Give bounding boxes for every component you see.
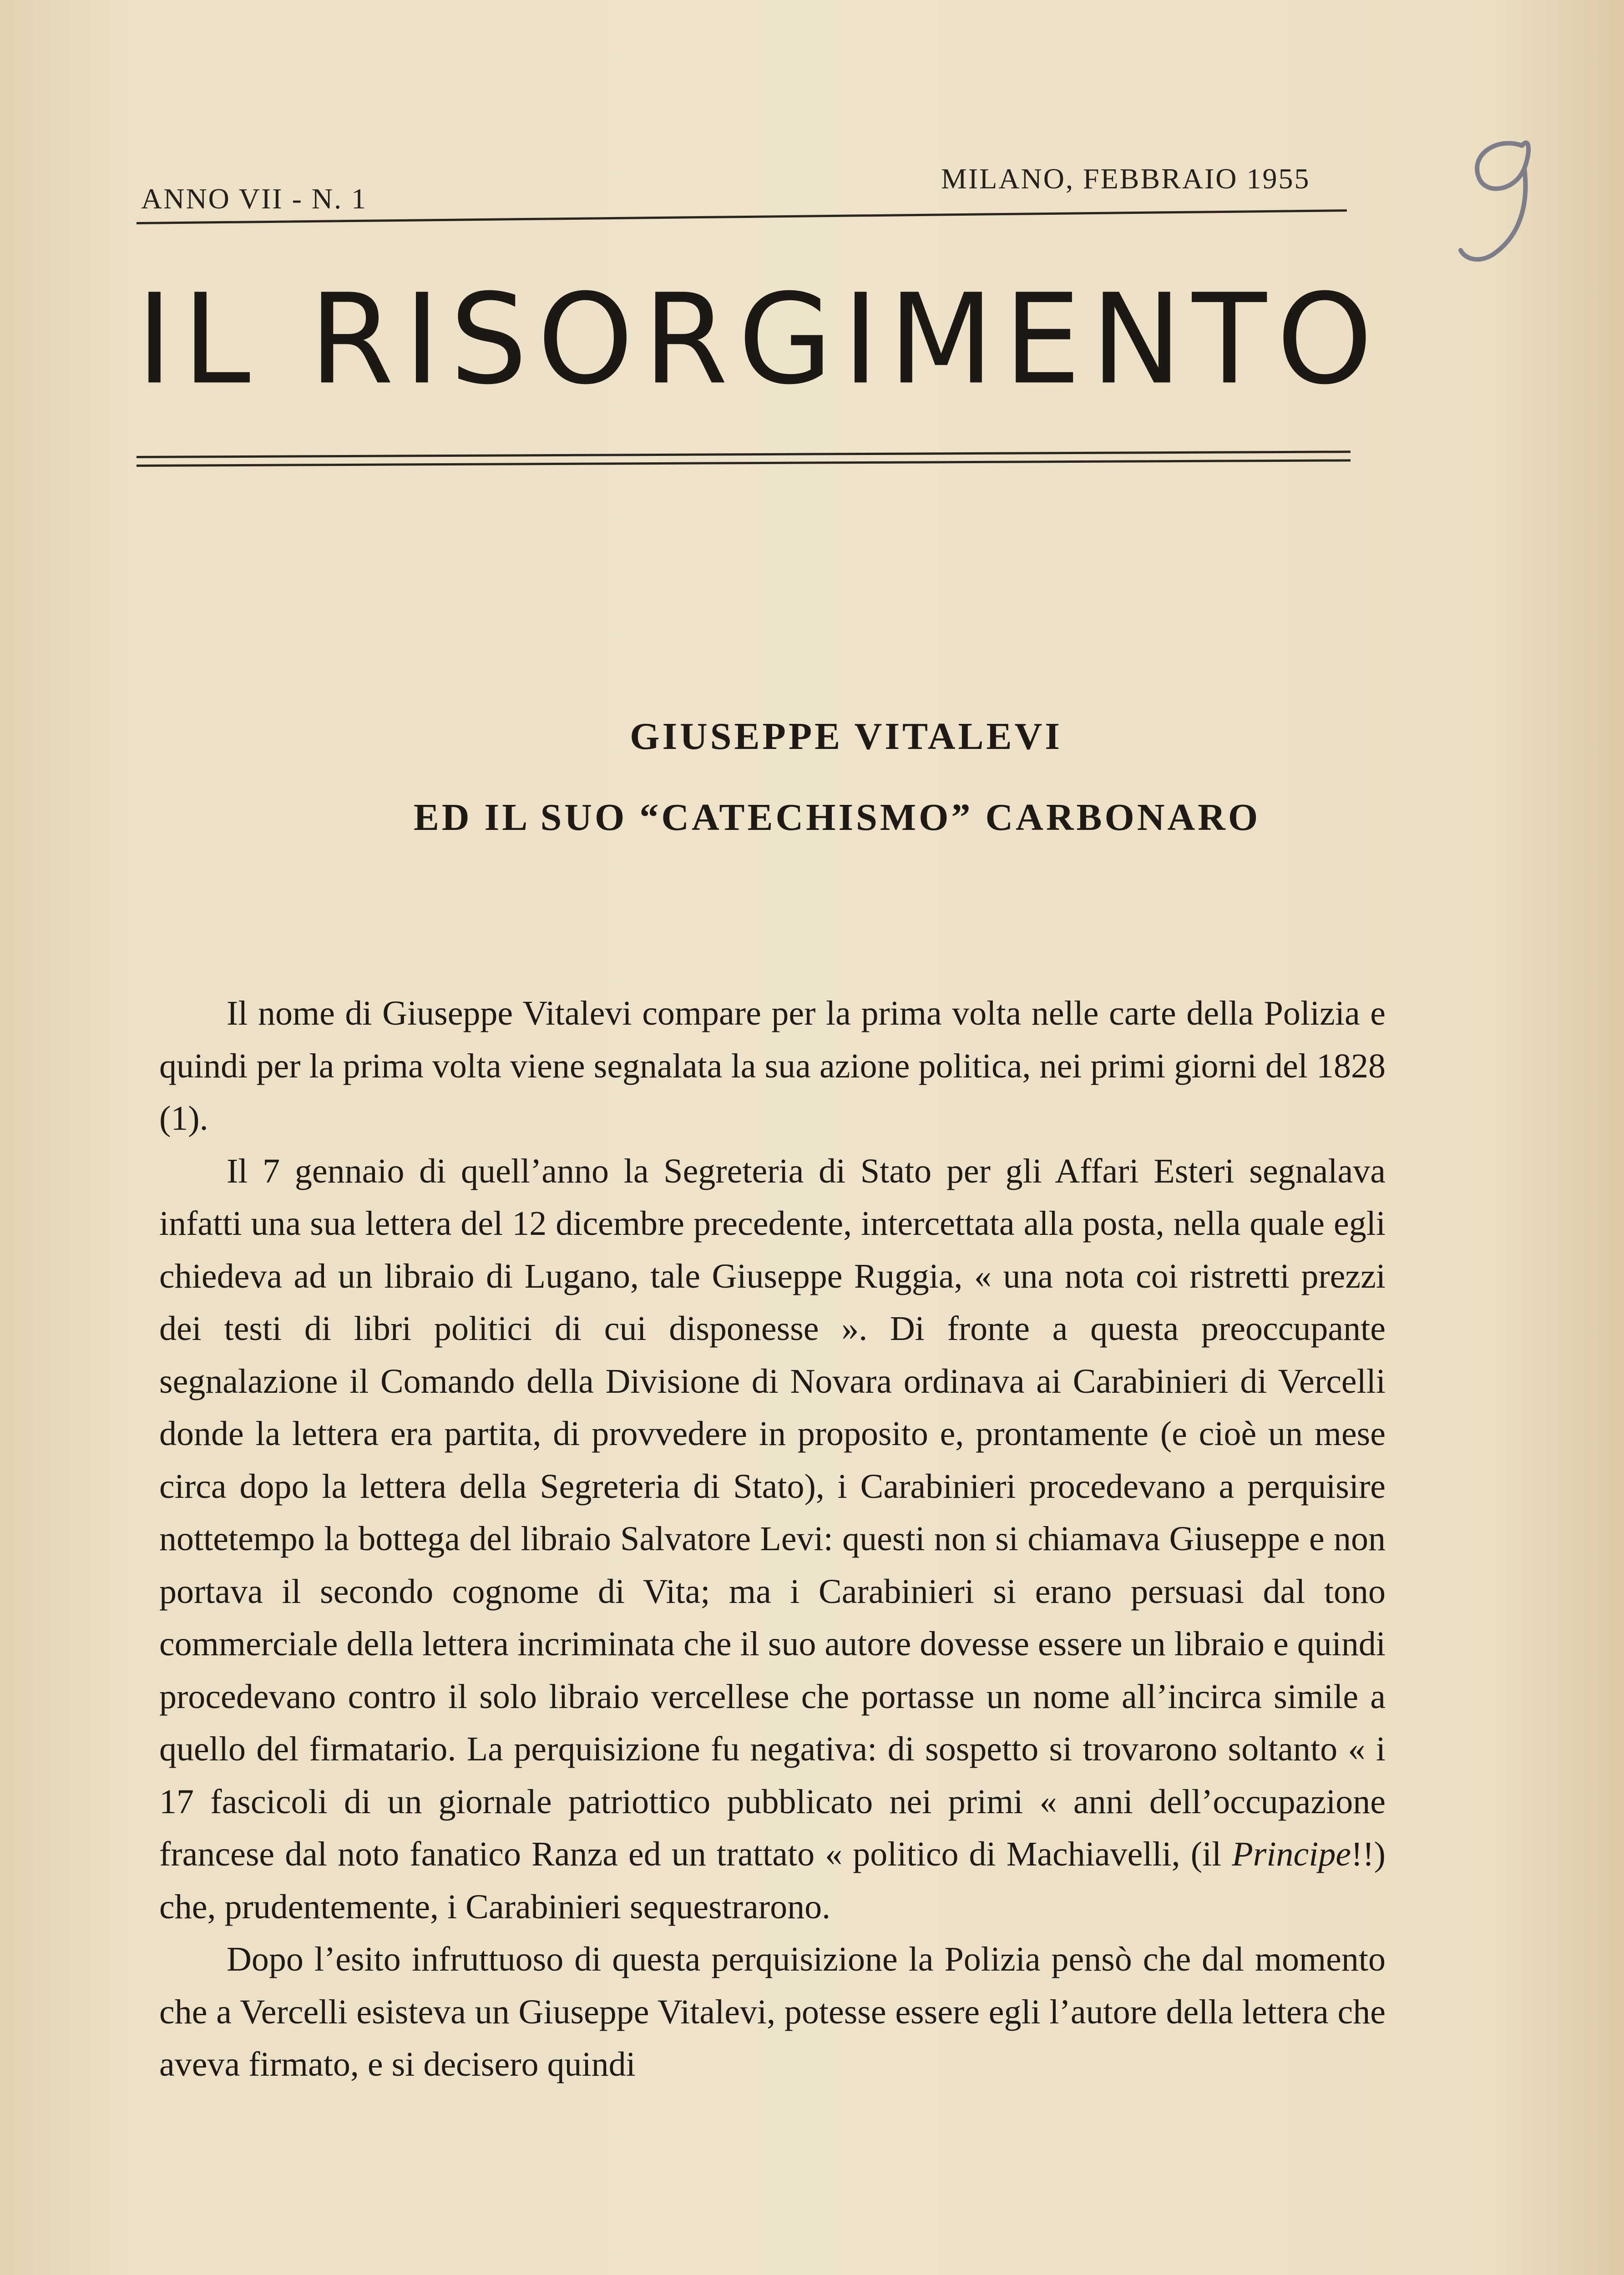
paragraph-3: Dopo l’esito infruttuoso di questa perquisizione la Polizia pensò che dal momento che a Vercelli esisteva un Giuseppe Vitalevi, potesse essere egli l’autore della lettera che aveva firmato, e si decisero quindi <box>159 1940 1386 2083</box>
book-title-italic: Principe <box>1232 1835 1351 1873</box>
paragraph-1: Il nome di Giuseppe Vitalevi compare per la prima volta nelle carte della Polizia e quindi per la prima volta viene segnalata la sua azione politica, nei primi giorni del 1828 (1). <box>159 994 1386 1138</box>
masthead-double-rule <box>137 450 1351 467</box>
paragraph-2-text-b: !!) che, prudentemente, i Carabinieri sequestrarono. <box>159 1835 1386 1926</box>
issue-number: ANNO VII - N. 1 <box>141 182 368 215</box>
place-date: MILANO, FEBBRAIO 1955 <box>941 162 1310 195</box>
paragraph-2 <box>159 1145 1386 1934</box>
article-body <box>159 987 1386 2091</box>
article-title-line2: ED IL SUO “CATECHISMO” CARBONARO <box>413 796 1261 839</box>
handwritten-page-number <box>1442 118 1561 268</box>
paragraph-2-text-a: Il 7 gennaio di quell’anno la Segreteria di Stato per gli Affari Esteri segnalava infatti una sua lettera del 12 dicembre precedente, intercettata alla posta, nella quale egli chiedeva ad un libraio di Lugano, tale Giuseppe Ruggia, « una nota coi ristretti prezzi dei testi di libri politici di cui disponesse ». Di fronte a questa preoccupante segnalazione il Comando della Divisione di Novara ordinava ai Carabinieri di Vercelli donde la lettera era partita, di provvedere in proposito e, prontamente (e cioè un mese circa dopo la lettera della Segreteria di Stato), i Carabinieri procedevano a perquisire nottetempo la bottega del libraio Salvatore Levi: questi non si chiamava Giuseppe e non portava il secondo cognome di Vita; ma i Carabinieri si erano persuasi dal tono commerciale della lettera incriminata che il suo autore dovesse essere un libraio e quindi procedevano contro il solo libraio vercellese che portasse un nome all’incirca simile a quello del firmatario. La perquisizione fu negativa: di sospetto si trovarono soltanto « i 17 fascicoli di un giornale patriottico pubblicato nei primi « anni dell’occupazione francese dal noto fanatico Ranza ed un trattato « politico di Machiavelli, (il <box>159 1152 1386 1873</box>
masthead-title: IL RISORGIMENTO <box>137 267 1383 412</box>
article-title-line1: GIUSEPPE VITALEVI <box>630 715 1062 758</box>
